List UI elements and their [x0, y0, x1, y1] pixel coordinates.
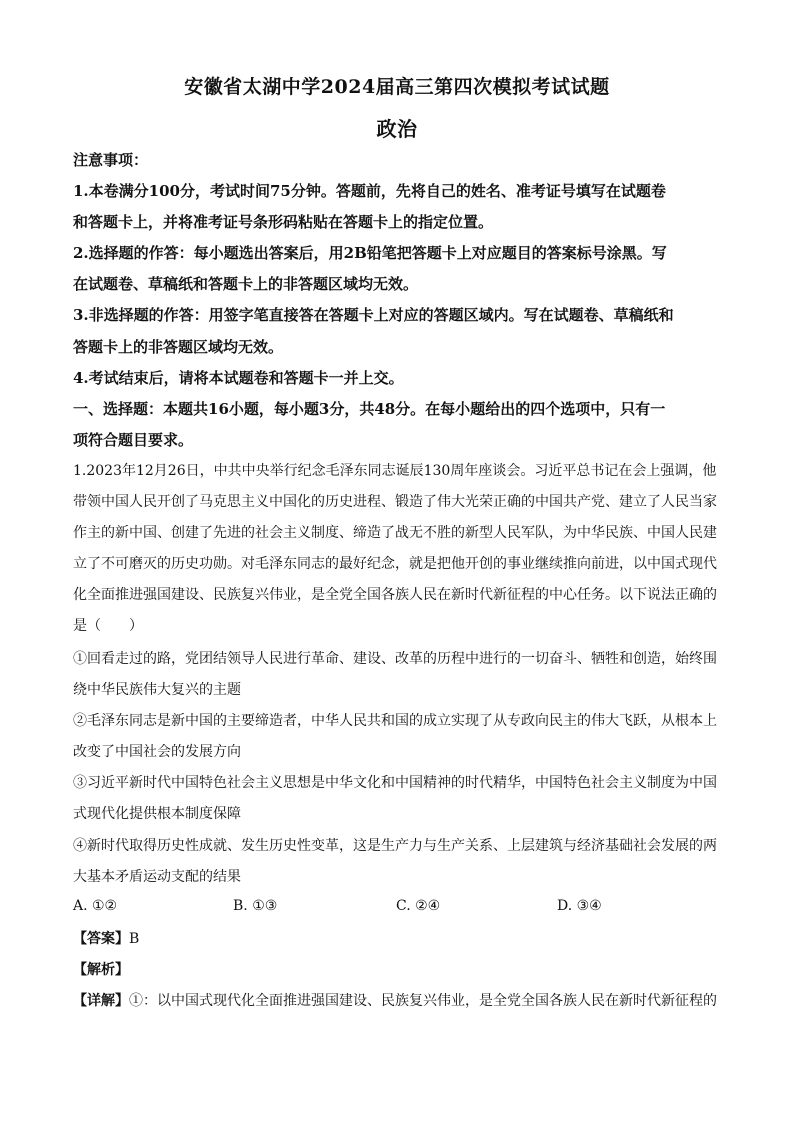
question-item-line: 大基本矛盾运动支配的结果 — [73, 869, 241, 885]
option-d: D. ③④ — [557, 898, 602, 914]
option-b: B. ①③ — [233, 898, 278, 914]
section-heading: 一、选择题：本题共16小题，每小题3分，共48分。在每小题给出的四个选项中，只有一 — [73, 400, 666, 418]
question-item-line: ③习近平新时代中国特色社会主义思想是中华文化和中国精神的时代精华，中国特色社会主义制度为中国 — [73, 775, 717, 791]
notice-heading: 注意事项： — [73, 151, 149, 169]
detail-label: 【详解】 — [73, 993, 129, 1009]
question-item-line: 绕中华民族伟大复兴的主题 — [73, 682, 241, 698]
analysis-line — [73, 960, 723, 980]
notice-line: 在试题卷、草稿纸和答题卡上的非答题区域均无效。 — [73, 275, 419, 293]
question-item-line: 改变了中国社会的发展方向 — [73, 744, 241, 760]
option-a: A. ①② — [73, 898, 118, 914]
notice-line: 和答题卡上，并将准考证号条形码粘贴在答题卡上的指定位置。 — [73, 213, 494, 231]
analysis-label: 【解析】 — [73, 962, 129, 978]
question-item-line: ①回看走过的路，党团结领导人民进行革命、建设、改革的历程中进行的一切奋斗、牺牲和创造，始终围 — [73, 651, 717, 667]
notice-line: 2.选择题的作答：每小题选出答案后，用2B铅笔把答题卡上对应题目的答案标号涂黑。写 — [73, 244, 667, 262]
detail-line — [73, 991, 723, 1011]
exam-title: 安徽省太湖中学2024届高三第四次模拟考试试题 — [184, 76, 610, 98]
answer-line — [73, 929, 723, 949]
question-stem-line: 作主的新中国、创建了先进的社会主义制度、缔造了战无不胜的新型人民军队，为中华民族、中国人民建 — [73, 525, 717, 541]
option-c: C. ②④ — [396, 898, 441, 914]
section-heading: 项符合题目要求。 — [73, 431, 194, 449]
question-stem-line: 立了不可磨灭的历史功勋。对毛泽东同志的最好纪念，就是把他开创的事业继续推向前进，以中国式现代 — [73, 556, 717, 572]
question-stem-line: 是（ ） — [73, 618, 143, 634]
answer-value: B — [129, 931, 140, 947]
detail-text: ①：以中国式现代化全面推进强国建设、民族复兴伟业，是全党全国各族人民在新时代新征程的 — [129, 993, 717, 1009]
question-stem-line: 1.2023年12月26日，中共中央举行纪念毛泽东同志诞辰130周年座谈会。习近平总书记在会上强调，他 — [73, 463, 717, 479]
subject-title: 政治 — [376, 117, 418, 141]
notice-line: 3.非选择题的作答：用签字笔直接答在答题卡上对应的答题区域内。写在试题卷、草稿纸和 — [73, 306, 674, 324]
question-item-line: ②毛泽东同志是新中国的主要缔造者，中华人民共和国的成立实现了从专政向民主的伟大飞跃，从根本上 — [73, 713, 717, 729]
notice-line: 4.考试结束后，请将本试题卷和答题卡一并上交。 — [73, 369, 404, 387]
question-stem-line: 化全面推进强国建设、民族复兴伟业，是全党全国各族人民在新时代新征程的中心任务。以下说法正确的 — [73, 587, 717, 603]
answer-label: 【答案】 — [73, 931, 129, 947]
question-item-line: ④新时代取得历史性成就、发生历史性变革，这是生产力与生产关系、上层建筑与经济基础社会发展的两 — [73, 838, 717, 854]
notice-line: 1.本卷满分100分，考试时间75分钟。答题前，先将自己的姓名、准考证号填写在试题卷 — [73, 182, 666, 200]
question-item-line: 式现代化提供根本制度保障 — [73, 806, 241, 822]
question-stem-line: 带领中国人民开创了马克思主义中国化的历史进程、锻造了伟大光荣正确的中国共产党、建立了人民当家 — [73, 494, 717, 510]
notice-line: 答题卡上的非答题区域均无效。 — [73, 338, 284, 356]
